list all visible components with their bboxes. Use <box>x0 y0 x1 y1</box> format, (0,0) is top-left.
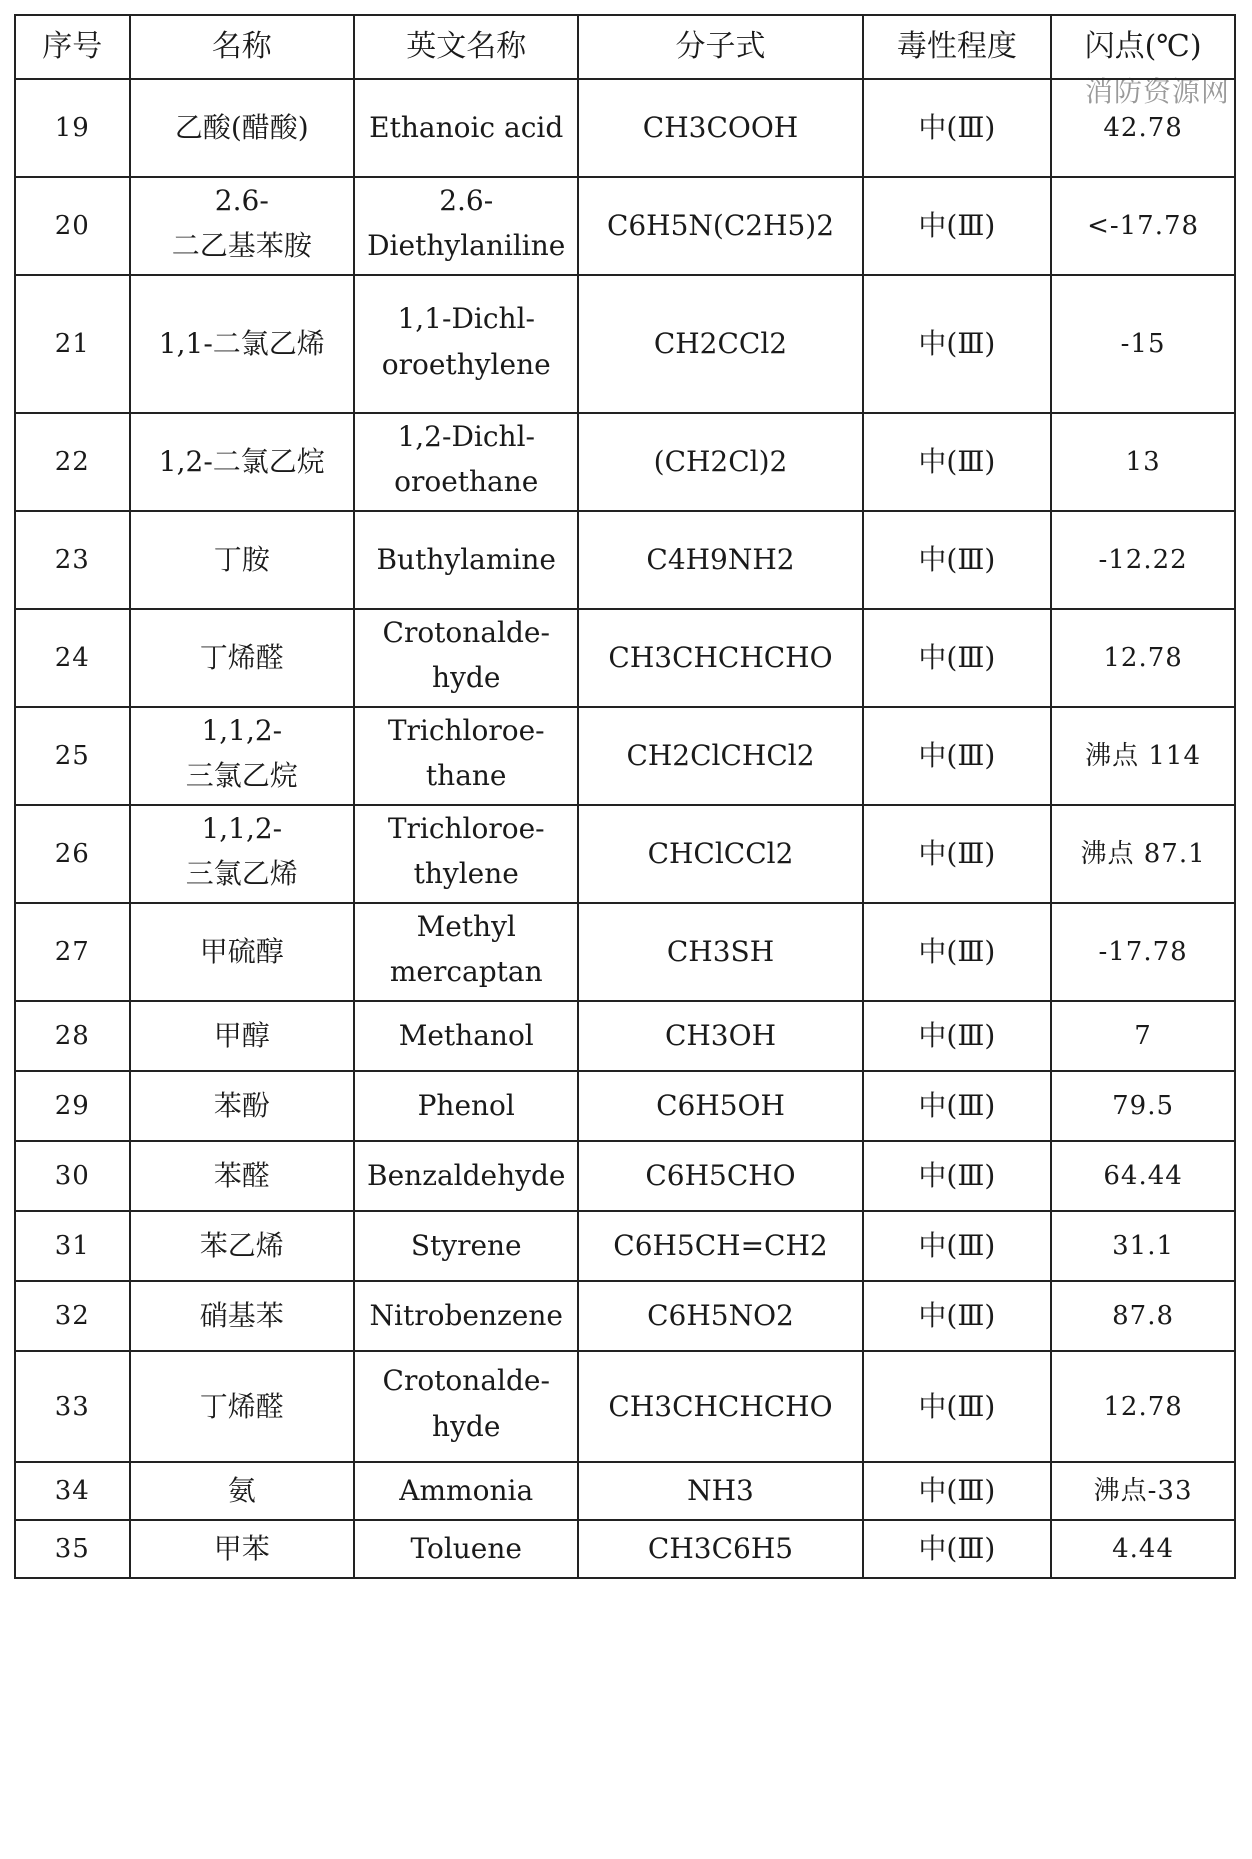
flash-point: 79.5 <box>1112 1091 1175 1121</box>
molecular-formula-cell <box>578 413 862 511</box>
table-row <box>15 1281 1235 1351</box>
table-row <box>15 1141 1235 1211</box>
english-name: Crotonalde- hyde <box>382 1364 550 1443</box>
chemical-name-cell <box>130 79 354 177</box>
toxicity-level-cell <box>863 805 1052 903</box>
table-row <box>15 177 1235 275</box>
molecular-formula-cell <box>578 1520 862 1578</box>
row-number-cell <box>15 805 130 903</box>
molecular-formula: (CH2Cl)2 <box>653 445 788 478</box>
row-number: 34 <box>54 1476 90 1506</box>
molecular-formula-cell <box>578 1351 862 1462</box>
row-number: 22 <box>54 447 90 477</box>
english-name: Buthylamine <box>376 543 556 576</box>
flash-point-cell <box>1051 177 1235 275</box>
chemical-name: 1,1-二氯乙烯 <box>158 327 325 360</box>
flash-point-cell <box>1051 1462 1235 1520</box>
english-name-cell <box>354 1281 578 1351</box>
flash-point: -12.22 <box>1098 545 1188 575</box>
chemical-name: 丁胺 <box>213 543 270 576</box>
table-row <box>15 1071 1235 1141</box>
english-name-cell <box>354 275 578 413</box>
row-number: 21 <box>54 329 90 359</box>
row-number: 24 <box>54 643 90 673</box>
toxicity-level: 中(Ⅲ) <box>918 837 996 870</box>
row-number: 30 <box>54 1161 90 1191</box>
molecular-formula: C6H5OH <box>656 1089 785 1122</box>
toxicity-level: 中(Ⅲ) <box>918 209 996 242</box>
chemical-name: 硝基苯 <box>199 1299 284 1332</box>
toxicity-level-cell <box>863 511 1052 609</box>
row-number: 27 <box>54 937 90 967</box>
header-toxicity: 毒性程度 <box>863 15 1052 79</box>
table-row <box>15 79 1235 177</box>
english-name: Nitrobenzene <box>369 1299 563 1332</box>
english-name: Benzaldehyde <box>367 1159 566 1192</box>
english-name: 1,1-Dichl- oroethylene <box>381 301 551 381</box>
table-row <box>15 1462 1235 1520</box>
flash-point-cell <box>1051 1211 1235 1281</box>
molecular-formula: NH3 <box>687 1474 754 1507</box>
chemical-name-cell <box>130 177 354 275</box>
flash-point-cell <box>1051 1141 1235 1211</box>
row-number: 23 <box>54 545 90 575</box>
table-row <box>15 805 1235 903</box>
molecular-formula-cell <box>578 177 862 275</box>
english-name: Trichloroe- thylene <box>387 812 545 890</box>
molecular-formula-cell <box>578 511 862 609</box>
row-number-cell <box>15 1071 130 1141</box>
flash-point: 64.44 <box>1103 1161 1183 1191</box>
toxicity-level: 中(Ⅲ) <box>918 1389 996 1423</box>
toxicity-level: 中(Ⅲ) <box>918 1019 996 1052</box>
molecular-formula-cell <box>578 1462 862 1520</box>
flash-point-cell <box>1051 1071 1235 1141</box>
toxicity-level: 中(Ⅲ) <box>918 1089 996 1122</box>
toxicity-level: 中(Ⅲ) <box>918 935 996 968</box>
flash-point: 13 <box>1125 447 1161 477</box>
molecular-formula: CH3C6H5 <box>647 1532 794 1565</box>
english-name-cell <box>354 1351 578 1462</box>
table-row <box>15 511 1235 609</box>
toxicity-level: 中(Ⅲ) <box>918 1159 996 1192</box>
flash-point-cell <box>1051 79 1235 177</box>
molecular-formula: C4H9NH2 <box>646 543 795 576</box>
flash-point-cell <box>1051 511 1235 609</box>
chemical-name: 1,1,2- 三氯乙烯 <box>185 812 298 890</box>
english-name-cell <box>354 805 578 903</box>
english-name: Ethanoic acid <box>369 111 564 144</box>
toxicity-level-cell <box>863 1001 1052 1071</box>
header-flash-point: 闪点(℃) <box>1051 15 1235 79</box>
row-number-cell <box>15 1520 130 1578</box>
molecular-formula: C6H5CH=CH2 <box>613 1229 828 1262</box>
flash-point: -15 <box>1120 329 1166 359</box>
toxicity-level-cell <box>863 1281 1052 1351</box>
flash-point: 沸点 87.1 <box>1080 839 1206 869</box>
chemical-toxicity-table <box>14 14 1236 1579</box>
english-name: 2.6- Diethylaniline <box>367 184 566 262</box>
molecular-formula-cell <box>578 1141 862 1211</box>
toxicity-level-cell <box>863 79 1052 177</box>
row-number-cell <box>15 177 130 275</box>
toxicity-level-cell <box>863 609 1052 707</box>
chemical-name: 1,2-二氯乙烷 <box>158 445 325 478</box>
molecular-formula-cell <box>578 707 862 805</box>
flash-point: <-17.78 <box>1087 211 1200 241</box>
toxicity-level: 中(Ⅲ) <box>918 1229 996 1262</box>
toxicity-level-cell <box>863 1520 1052 1578</box>
english-name: Styrene <box>410 1229 522 1262</box>
row-number: 26 <box>54 839 90 869</box>
english-name: Trichloroe- thane <box>387 714 545 792</box>
chemical-name-cell <box>130 511 354 609</box>
chemical-name-cell <box>130 1462 354 1520</box>
english-name: Crotonalde- hyde <box>382 616 550 694</box>
chemical-name: 乙酸(醋酸) <box>174 111 309 144</box>
chemical-name-cell <box>130 1211 354 1281</box>
row-number-cell <box>15 903 130 1001</box>
table-row <box>15 413 1235 511</box>
row-number-cell <box>15 413 130 511</box>
molecular-formula: C6H5NO2 <box>647 1299 794 1332</box>
english-name-cell <box>354 1462 578 1520</box>
english-name-cell <box>354 1211 578 1281</box>
molecular-formula-cell <box>578 1001 862 1071</box>
table-row <box>15 1001 1235 1071</box>
flash-point-cell <box>1051 1351 1235 1462</box>
row-number: 33 <box>54 1391 90 1422</box>
toxicity-level-cell <box>863 275 1052 413</box>
toxicity-level-cell <box>863 413 1052 511</box>
flash-point-cell <box>1051 275 1235 413</box>
table-row <box>15 1520 1235 1578</box>
chemical-name-cell <box>130 1141 354 1211</box>
toxicity-level: 中(Ⅲ) <box>918 1474 996 1507</box>
table-row <box>15 275 1235 413</box>
english-name-cell <box>354 511 578 609</box>
toxicity-level-cell <box>863 707 1052 805</box>
row-number-cell <box>15 1001 130 1071</box>
flash-point-cell <box>1051 903 1235 1001</box>
row-number-cell <box>15 609 130 707</box>
flash-point: 12.78 <box>1103 643 1183 673</box>
chemical-name-cell <box>130 707 354 805</box>
chemical-name-cell <box>130 1520 354 1578</box>
toxicity-level-cell <box>863 177 1052 275</box>
row-number-cell <box>15 79 130 177</box>
header-number: 序号 <box>15 15 130 79</box>
table-row <box>15 609 1235 707</box>
english-name: Methyl mercaptan <box>389 910 543 988</box>
toxicity-level-cell <box>863 903 1052 1001</box>
molecular-formula: CH3OH <box>664 1019 776 1052</box>
molecular-formula: CH3COOH <box>642 111 799 144</box>
toxicity-level-cell <box>863 1211 1052 1281</box>
molecular-formula-cell <box>578 609 862 707</box>
row-number: 25 <box>54 741 90 771</box>
flash-point-cell <box>1051 1001 1235 1071</box>
chemical-name: 苯酚 <box>213 1089 270 1122</box>
table-row <box>15 1351 1235 1462</box>
row-number: 35 <box>54 1534 90 1564</box>
table-row <box>15 903 1235 1001</box>
english-name: Ammonia <box>399 1474 534 1507</box>
molecular-formula: CH3CHCHCHO <box>608 641 833 674</box>
flash-point: -17.78 <box>1098 937 1188 967</box>
chemical-name: 氨 <box>227 1474 256 1507</box>
english-name: Methanol <box>398 1019 534 1052</box>
row-number-cell <box>15 1211 130 1281</box>
row-number: 32 <box>54 1301 90 1331</box>
row-number: 28 <box>54 1021 90 1051</box>
english-name: Phenol <box>417 1089 515 1122</box>
row-number: 20 <box>54 211 90 241</box>
flash-point: 沸点 114 <box>1085 741 1202 771</box>
header-formula: 分子式 <box>578 15 862 79</box>
english-name-cell <box>354 413 578 511</box>
header-name: 名称 <box>130 15 354 79</box>
row-number-cell <box>15 511 130 609</box>
row-number: 19 <box>54 113 90 143</box>
toxicity-level-cell <box>863 1462 1052 1520</box>
table-row <box>15 1211 1235 1281</box>
english-name-cell <box>354 79 578 177</box>
chemical-name: 苯乙烯 <box>199 1229 284 1262</box>
table-row <box>15 707 1235 805</box>
chemical-name: 丁烯醛 <box>199 1389 284 1423</box>
toxicity-level: 中(Ⅲ) <box>918 111 996 144</box>
row-number-cell <box>15 1351 130 1462</box>
molecular-formula-cell <box>578 79 862 177</box>
english-name-cell <box>354 903 578 1001</box>
row-number-cell <box>15 1462 130 1520</box>
chemical-name-cell <box>130 903 354 1001</box>
flash-point-cell <box>1051 413 1235 511</box>
chemical-name-cell <box>130 609 354 707</box>
row-number-cell <box>15 707 130 805</box>
row-number-cell <box>15 275 130 413</box>
toxicity-level: 中(Ⅲ) <box>918 543 996 576</box>
chemical-name: 2.6- 二乙基苯胺 <box>171 184 312 262</box>
toxicity-level: 中(Ⅲ) <box>918 1299 996 1332</box>
english-name: Toluene <box>410 1532 522 1565</box>
flash-point-cell <box>1051 609 1235 707</box>
chemical-name: 丁烯醛 <box>199 641 284 674</box>
toxicity-level-cell <box>863 1141 1052 1211</box>
row-number-cell <box>15 1281 130 1351</box>
english-name-cell <box>354 609 578 707</box>
toxicity-level: 中(Ⅲ) <box>918 641 996 674</box>
chemical-name-cell <box>130 1001 354 1071</box>
toxicity-level: 中(Ⅲ) <box>918 327 996 360</box>
chemical-name-cell <box>130 805 354 903</box>
flash-point: 沸点-33 <box>1093 1476 1193 1506</box>
molecular-formula: CH3SH <box>666 935 775 968</box>
toxicity-level: 中(Ⅲ) <box>918 1532 996 1565</box>
flash-point: 42.78 <box>1103 113 1183 143</box>
header-english-name: 英文名称 <box>354 15 578 79</box>
molecular-formula: C6H5N(C2H5)2 <box>606 209 835 242</box>
flash-point: 4.44 <box>1112 1534 1175 1564</box>
molecular-formula-cell <box>578 903 862 1001</box>
molecular-formula: CH3CHCHCHO <box>608 1389 833 1423</box>
flash-point: 31.1 <box>1112 1231 1175 1261</box>
toxicity-level-cell <box>863 1351 1052 1462</box>
molecular-formula-cell <box>578 1281 862 1351</box>
chemical-name: 甲硫醇 <box>199 935 284 968</box>
flash-point-cell <box>1051 707 1235 805</box>
english-name-cell <box>354 177 578 275</box>
molecular-formula-cell <box>578 1211 862 1281</box>
chemical-name: 甲苯 <box>213 1532 270 1565</box>
chemical-name-cell <box>130 1281 354 1351</box>
flash-point-cell <box>1051 805 1235 903</box>
english-name: 1,2-Dichl- oroethane <box>394 420 539 498</box>
toxicity-level: 中(Ⅲ) <box>918 445 996 478</box>
chemical-name: 苯醛 <box>213 1159 270 1192</box>
english-name-cell <box>354 707 578 805</box>
molecular-formula: CHClCCl2 <box>647 837 794 870</box>
toxicity-level-cell <box>863 1071 1052 1141</box>
row-number: 29 <box>54 1091 90 1121</box>
molecular-formula: CH2CCl2 <box>653 327 788 360</box>
english-name-cell <box>354 1071 578 1141</box>
flash-point: 12.78 <box>1103 1391 1183 1422</box>
chemical-name: 甲醇 <box>213 1019 270 1052</box>
molecular-formula: CH2ClCHCl2 <box>626 739 815 772</box>
watermark-text: 消防资源网 <box>1084 75 1230 108</box>
flash-point-cell <box>1051 1281 1235 1351</box>
flash-point: 7 <box>1134 1021 1152 1051</box>
row-number: 31 <box>54 1231 90 1261</box>
chemical-name-cell <box>130 413 354 511</box>
chemical-name-cell <box>130 1351 354 1462</box>
chemical-name-cell <box>130 1071 354 1141</box>
flash-point-cell <box>1051 1520 1235 1578</box>
flash-point: 87.8 <box>1112 1301 1175 1331</box>
molecular-formula: C6H5CHO <box>645 1159 796 1192</box>
molecular-formula-cell <box>578 805 862 903</box>
row-number-cell <box>15 1141 130 1211</box>
english-name-cell <box>354 1001 578 1071</box>
molecular-formula-cell <box>578 275 862 413</box>
english-name-cell <box>354 1520 578 1578</box>
english-name-cell <box>354 1141 578 1211</box>
molecular-formula-cell <box>578 1071 862 1141</box>
header-row <box>15 15 1235 79</box>
chemical-name-cell <box>130 275 354 413</box>
toxicity-level: 中(Ⅲ) <box>918 739 996 772</box>
chemical-name: 1,1,2- 三氯乙烷 <box>185 714 298 792</box>
